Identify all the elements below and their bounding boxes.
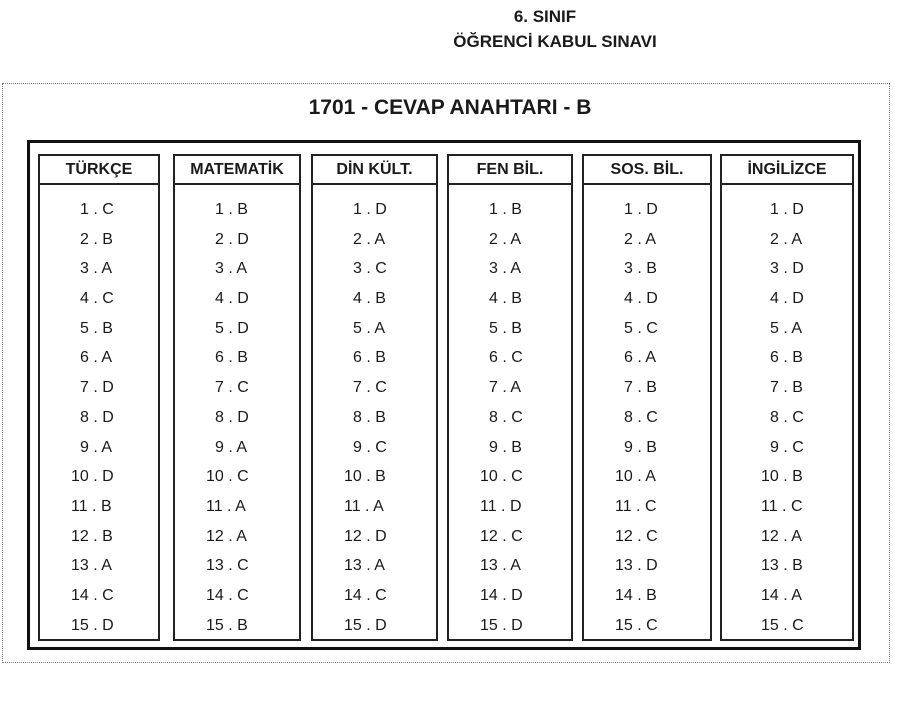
column-header: MATEMATİK [175, 156, 299, 185]
answer-item: 4 . B [353, 290, 386, 308]
answer-item: 9 . A [80, 438, 113, 456]
answer-item: 15 . B [206, 616, 248, 634]
answer-item: 2 . A [624, 230, 657, 248]
answer-item: 15 . D [480, 616, 523, 634]
answer-key-table [27, 140, 861, 650]
answer-item: 8 . C [624, 408, 658, 426]
answer-item: 13 . A [71, 557, 112, 575]
answer-item: 8 . C [770, 408, 804, 426]
answer-item: 4 . D [770, 290, 804, 308]
subject-column-turkce [38, 154, 160, 641]
answer-item: 1 . D [353, 201, 387, 218]
answer-item: 6 . C [489, 349, 523, 367]
answer-item: 4 . C [80, 290, 114, 308]
column-header: İNGİLİZCE [722, 156, 852, 185]
answer-item: 15 . C [615, 616, 658, 634]
answer-item: 3 . C [353, 260, 387, 278]
answer-list [313, 185, 436, 640]
answer-item: 11 . B [71, 497, 112, 515]
answer-item: 3 . A [215, 260, 248, 278]
answer-list [449, 185, 571, 640]
answer-item: 2 . D [215, 230, 249, 248]
answer-item: 8 . C [489, 408, 523, 426]
answer-item: 13 . A [344, 557, 385, 575]
answer-item: 4 . B [489, 290, 522, 308]
answer-item: 9 . B [624, 438, 657, 456]
answer-item: 5 . C [624, 319, 658, 337]
answer-item: 12 . A [761, 527, 802, 545]
answer-item: 7 . B [770, 379, 803, 397]
answer-item: 12 . A [206, 527, 247, 545]
subject-column-fen-bilimleri [447, 154, 573, 641]
answer-item: 5 . B [489, 319, 522, 337]
answer-item: 1 . C [80, 201, 114, 218]
answer-item: 10 . D [71, 468, 114, 486]
answer-item: 2 . B [80, 230, 113, 248]
answer-item: 10 . B [761, 468, 803, 486]
answer-item: 12 . D [344, 527, 387, 545]
answer-item: 3 . B [624, 260, 657, 278]
answer-item: 1 . D [624, 201, 658, 218]
answer-item: 14 . C [71, 586, 114, 604]
answer-item: 14 . C [206, 586, 249, 604]
grade-label: 6. SINIF [513, 7, 577, 26]
answer-item: 4 . D [215, 290, 249, 308]
answer-item: 12 . C [480, 527, 523, 545]
answer-item: 12 . C [615, 527, 658, 545]
answer-key-title: 1701 - CEVAP ANAHTARI - B [308, 96, 592, 119]
answer-item: 4 . D [624, 290, 658, 308]
column-header: TÜRKÇE [40, 156, 158, 185]
subject-column-matematik [173, 154, 301, 641]
column-header: DİN KÜLT. [313, 156, 436, 185]
subject-column-ingilizce [720, 154, 854, 641]
answer-item: 7 . C [215, 379, 249, 397]
answer-item: 8 . B [353, 408, 386, 426]
answer-item: 7 . A [489, 379, 522, 397]
answer-item: 2 . A [353, 230, 386, 248]
answer-item: 11 . A [206, 497, 246, 515]
column-header: FEN BİL. [449, 156, 571, 185]
answer-item: 13 . A [480, 557, 521, 575]
answer-item: 14 . A [761, 586, 802, 604]
answer-item: 9 . A [215, 438, 248, 456]
answer-item: 11 . D [480, 497, 522, 515]
answer-item: 9 . C [770, 438, 804, 456]
answer-item: 6 . B [353, 349, 386, 367]
answer-item: 14 . C [344, 586, 387, 604]
answer-item: 6 . A [624, 349, 657, 367]
answer-item: 8 . D [215, 408, 249, 426]
answer-item: 14 . B [615, 586, 657, 604]
answer-item: 10 . A [615, 468, 656, 486]
answer-item: 5 . B [80, 319, 113, 337]
answer-item: 11 . A [344, 497, 384, 515]
answer-item: 2 . A [489, 230, 522, 248]
answer-item: 10 . B [344, 468, 386, 486]
answer-item: 3 . A [489, 260, 522, 278]
answer-item: 5 . A [353, 319, 386, 337]
column-header: SOS. BİL. [584, 156, 710, 185]
answer-list [40, 185, 158, 640]
answer-item: 2 . A [770, 230, 803, 248]
answer-item: 10 . C [480, 468, 523, 486]
answer-item: 7 . C [353, 379, 387, 397]
answer-item: 12 . B [71, 527, 113, 545]
answer-item: 15 . C [761, 616, 804, 634]
answer-list [584, 185, 710, 640]
subject-column-din-kultur [311, 154, 438, 641]
answer-item: 1 . B [489, 201, 522, 218]
answer-item: 9 . B [489, 438, 522, 456]
answer-item: 5 . D [215, 319, 249, 337]
answer-item: 3 . D [770, 260, 804, 278]
answer-item: 11 . C [615, 497, 657, 515]
answer-item: 15 . D [344, 616, 387, 634]
exam-header [0, 4, 900, 54]
answer-item: 7 . B [624, 379, 657, 397]
answer-item: 6 . B [770, 349, 803, 367]
answer-item: 13 . C [206, 557, 249, 575]
answer-item: 15 . D [71, 616, 114, 634]
answer-list [175, 185, 299, 640]
answer-item: 6 . B [215, 349, 248, 367]
answer-item: 11 . C [761, 497, 803, 515]
answer-item: 5 . A [770, 319, 803, 337]
answer-item: 8 . D [80, 408, 114, 426]
answer-item: 9 . C [353, 438, 387, 456]
answer-item: 1 . B [215, 201, 248, 218]
answer-item: 13 . B [761, 557, 803, 575]
answer-item: 1 . D [770, 201, 804, 218]
answer-item: 13 . D [615, 557, 658, 575]
exam-name: ÖĞRENCİ KABUL SINAVI [453, 32, 657, 51]
subject-column-sosyal-bilgiler [582, 154, 712, 641]
answer-item: 14 . D [480, 586, 523, 604]
answer-item: 10 . C [206, 468, 249, 486]
answer-item: 7 . D [80, 379, 114, 397]
answer-item: 6 . A [80, 349, 113, 367]
answer-list [722, 185, 852, 640]
answer-item: 3 . A [80, 260, 113, 278]
